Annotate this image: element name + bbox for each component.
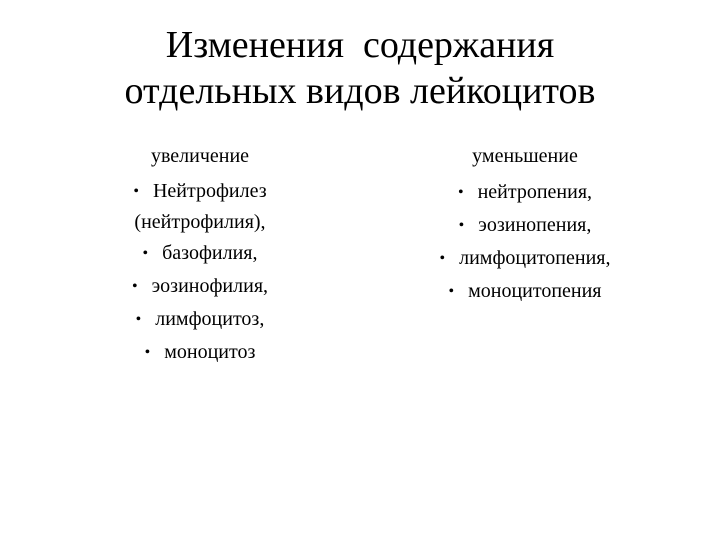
bullet-dot-icon: •	[439, 250, 446, 267]
item-text: лимфоцитоз,	[155, 308, 265, 330]
increase-heading: увеличение	[150, 145, 250, 167]
increase-column	[55, 143, 345, 369]
list-item	[55, 303, 345, 336]
list-item	[375, 242, 675, 275]
bullet-dot-icon: •	[448, 283, 455, 300]
bullet-dot-icon: •	[144, 344, 151, 361]
item-text: моноцитоз	[164, 341, 256, 363]
title-line-2: отдельных видов лейкоцитов	[124, 70, 596, 112]
bullet-dot-icon: •	[131, 278, 138, 295]
list-item	[375, 209, 675, 242]
list-item	[55, 270, 345, 303]
item-text: эозинопения,	[478, 214, 592, 236]
bullet-dot-icon: •	[135, 311, 142, 328]
item-text: нейтропения,	[477, 181, 593, 203]
item-text: лимфоцитопения,	[459, 247, 611, 269]
list-item	[55, 237, 345, 270]
item-text: Нейтрофилез (нейтрофилия),	[134, 180, 267, 233]
list-item	[100, 176, 300, 237]
title-line-1: Изменения содержания	[165, 24, 555, 66]
list-item	[375, 176, 675, 209]
bullet-dot-icon: •	[133, 183, 139, 200]
item-text: эозинофилия,	[151, 275, 269, 297]
decrease-column	[375, 143, 675, 308]
item-text: моноцитопения	[468, 280, 602, 302]
bullet-dot-icon: •	[457, 184, 464, 201]
slide-title	[0, 22, 720, 114]
bullet-dot-icon: •	[142, 245, 149, 262]
decrease-heading: уменьшение	[472, 145, 578, 167]
list-item	[55, 336, 345, 369]
item-text: базофилия,	[162, 242, 258, 264]
bullet-dot-icon: •	[458, 217, 465, 234]
list-item	[375, 275, 675, 308]
